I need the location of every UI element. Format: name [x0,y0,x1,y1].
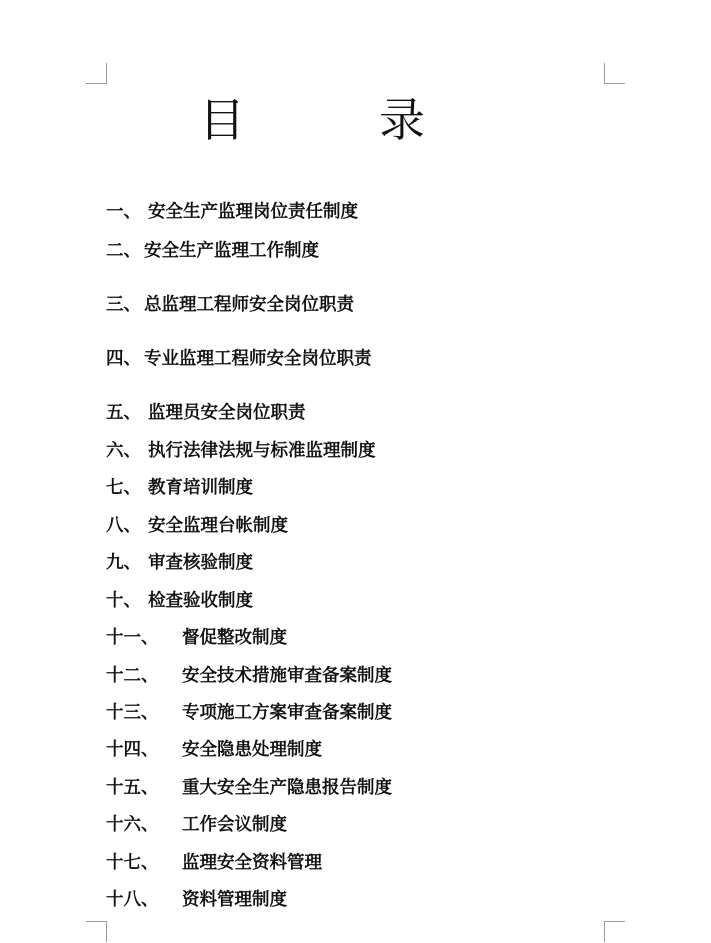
toc-item [106,400,306,426]
toc-item [106,850,322,876]
toc-item [106,588,253,614]
toc-item-text: 资料管理制度 [182,890,287,910]
toc-item-number: 十四、 [106,740,159,760]
toc-item [106,475,253,501]
toc-item-text: 安全隐患处理制度 [182,740,322,760]
toc-item-text: 教育培训制度 [148,478,253,498]
page-corner-mark-top-right [604,63,625,84]
toc-item-number: 七、 [106,478,141,498]
toc-item-text: 执行法律法规与标准监理制度 [148,441,376,461]
toc-item-number: 十八、 [106,890,159,910]
toc-item-number: 十三、 [106,703,159,723]
toc-item-number: 五、 [106,403,141,423]
toc-item [106,438,376,464]
toc-item [106,513,288,539]
toc-item-number: 十二、 [106,666,159,686]
toc-item-text: 重大安全生产隐患报告制度 [182,778,392,798]
toc-item-number: 十五、 [106,778,159,798]
toc-item-number: 一、 [106,202,141,222]
toc-item [106,238,319,264]
toc-item-number: 六、 [106,441,141,461]
toc-item [106,199,358,225]
toc-item-text: 安全生产监理工作制度 [144,241,319,261]
toc-item-number: 四、 [106,349,141,369]
toc-item [106,292,354,318]
toc-item-text: 工作会议制度 [182,815,287,835]
toc-item [106,625,287,651]
toc-item-text: 安全生产监理岗位责任制度 [148,202,358,222]
toc-item-text: 专项施工方案审查备案制度 [182,703,392,723]
toc-item [106,700,392,726]
toc-item-text: 安全技术措施审查备案制度 [182,666,392,686]
toc-item-text: 督促整改制度 [182,628,287,648]
page-title: 目 录 [199,93,469,147]
toc-item-text: 审查核验制度 [148,553,253,573]
toc-item-number: 三、 [106,295,141,315]
page-corner-mark-bottom-right [604,921,625,942]
toc-item-number: 八、 [106,516,141,536]
toc-item [106,812,287,838]
page-corner-mark-bottom-left [86,921,107,942]
toc-item [106,663,392,689]
toc-item [106,887,287,913]
toc-item-text: 总监理工程师安全岗位职责 [144,295,354,315]
toc-item [106,346,372,372]
toc-item [106,775,392,801]
toc-item-number: 二、 [106,241,141,261]
toc-item-number: 九、 [106,553,141,573]
toc-item-number: 十七、 [106,853,159,873]
toc-item-text: 安全监理台帐制度 [148,516,288,536]
toc-item-number: 十六、 [106,815,159,835]
toc-item-text: 监理安全资料管理 [182,853,322,873]
page-corner-mark-top-left [86,63,107,84]
toc-item [106,550,253,576]
toc-item-number: 十、 [106,591,141,611]
toc-item [106,737,322,763]
toc-item-text: 检查验收制度 [148,591,253,611]
toc-item-number: 十一、 [106,628,159,648]
toc-item-text: 专业监理工程师安全岗位职责 [144,349,372,369]
toc-item-text: 监理员安全岗位职责 [148,403,306,423]
